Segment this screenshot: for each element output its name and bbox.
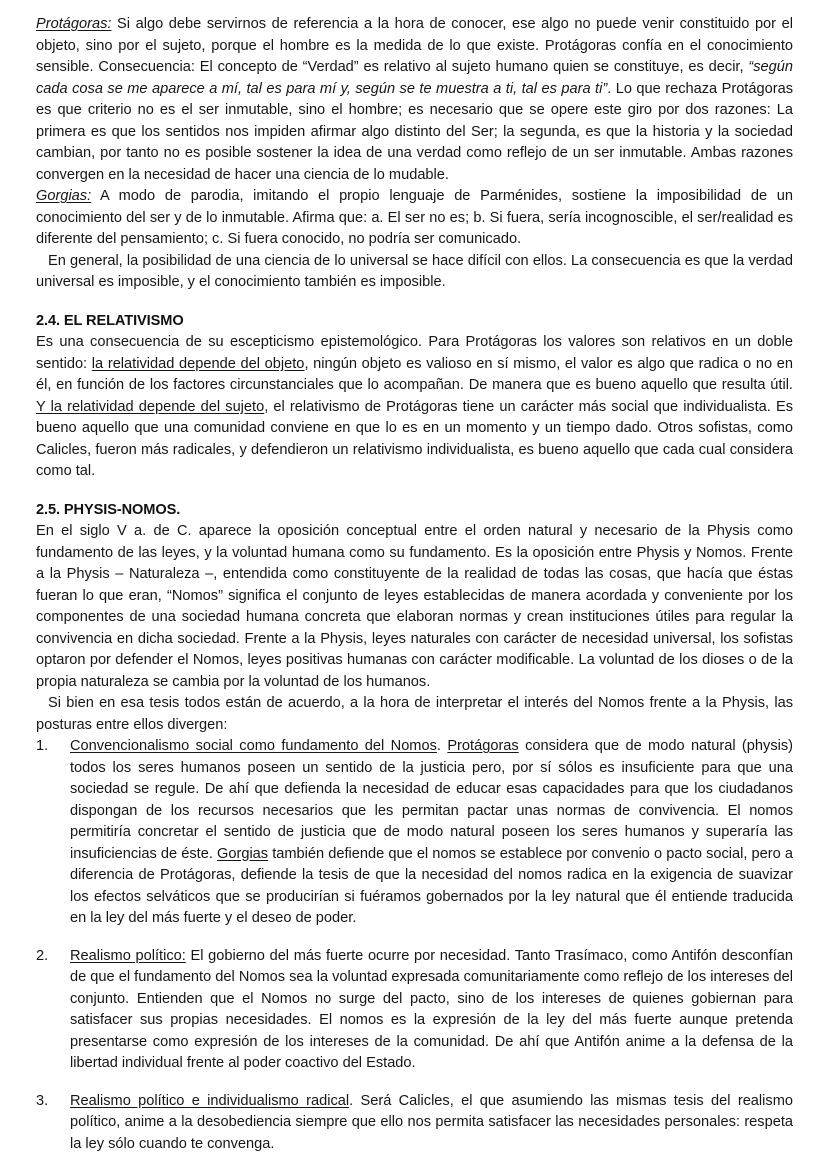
list-item [36,736,793,930]
term-relatividad-objeto: la relatividad depende del objeto [91,355,305,372]
list-item-1-seg2: considera que de modo natural (physis) todos los seres humanos poseen un sentido de la justicia pero, por sí sólos es insuficiente para que una sociedad se regule. De ahí que defienda la necesidad de educar esas capacidades para que los ciudadanos dispongan de los recursos necesarios que les permitan pactar unas normas de convivencia. El nomos permitiría concretar el sentido de justicia que de modo natural poseen los seres humanos y superaría las insuficiencias de éste. [70,738,794,862]
list-item [36,946,793,1075]
term-protagoras-label: Protágoras: [36,16,112,32]
list-item-1-name-gorgias: Gorgias [217,845,269,862]
postures-list [36,736,793,1155]
relativismo-text-3: , el relativismo de Protágoras tiene un carácter más social que individualista. Es bueno aquello que una comunidad conviene en que lo es en un momento y un tiempo dado. Otros sofistas, como Calicles, fueron más radicales, y defendieron un relativismo individualista, es bueno aquello que cada cual considera como tal. [36,398,793,479]
paragraph-relativismo [36,332,793,483]
paragraph-gorgias-text: A modo de parodia, imitando el propio lenguaje de Parménides, sostiene la imposibilidad de un conocimiento del ser y de lo inmutable. Afirma que: a. El ser no es; b. Si fuera, sería incognoscible, el ser/realidad es diferente del pensamiento; c. Si fuera conocido, no podría ser comunicado. [36,188,793,247]
paragraph-gorgias [36,186,793,251]
paragraph-protagoras-text-1: Si algo debe servirnos de referencia a la hora de conocer, ese algo no puede venir constituido por el objeto, sino por el sujeto, porque el hombre es la medida de lo que existe. Protágoras confía en el conocimiento sensible. Consecuencia: El concepto de “Verdad” es relativo al sujeto humano quien se constituye, es decir, [36,16,793,75]
paragraph-general [36,251,793,294]
list-item-1-seg3: también defiende que el nomos se establece por convenio o pacto social, pero a diferencia de Protágoras, defiende la tesis de que la necesidad del nomos radica en la exigencia de suavizar los efectos selváticos que se producirían si fuéramos gobernados por la ley natural que él entiende traducida en la ley del más fuerte y el deseo de poder. [70,845,793,926]
list-intro-text: Si bien en esa tesis todos están de acuerdo, a la hora de interpretar el interés del Nomos frente a la Physis, las posturas entre ellos divergen: [36,695,793,733]
paragraph-physis-nomos [36,521,793,693]
list-item-3-title: Realismo político e individualismo radical [70,1092,350,1109]
heading-2-4: 2.4. EL RELATIVISMO [36,312,184,329]
paragraph-list-intro [36,693,793,736]
relativismo-text-2: , ningún objeto es valioso en sí mismo, el valor es algo que radica o no en él, en función de los factores circunstanciales que lo acompañan. De manera que es bueno aquello que resulta útil. [36,355,794,393]
paragraph-protagoras [36,14,793,186]
list-item-2-title: Realismo político: [70,947,186,964]
list-item-1-name-protagoras: Protágoras [447,738,519,754]
physis-nomos-text: En el siglo V a. de C. aparece la oposición conceptual entre el orden natural y necesario de la Physis como fundamento de las leyes, y la voluntad humana como su fundamento. Es la oposición entre Physis y Nomos. Frente a la Physis – Naturaleza –, entendida como constituyente de la realidad de todas las cosas, que hacía que éstas fueran lo que eran, “Nomos” significa el conjunto de leyes establecidas de manera acordada y conveniente por los componentes de una sociedad humana concreta que elaboran normas y crean instituciones útiles para regular la convivencia en dicha sociedad. Frente a la Physis, leyes naturales con carácter de necesidad universal, los sofistas optaron por defender el Nomos, leyes positivas humanas con carácter modificable. La voluntad de los dioses o de la propia naturaleza se cambia por la voluntad de los humanos. [36,523,793,690]
heading-2-5: 2.5. PHYSIS-NOMOS. [36,501,181,518]
list-item [36,1091,793,1156]
quote-protagoras: “según cada cosa se me aparece a mí, tal es para mí y, según se te muestra a ti, tal es para ti” [36,59,793,97]
list-item-1-title: Convencionalismo social como fundamento del Nomos [70,738,437,754]
paragraph-general-text: En general, la posibilidad de una ciencia de lo universal se hace difícil con ellos. La consecuencia es que la verdad universal es imposible, y el conocimiento también es imposible. [36,252,793,290]
list-item-3-seg1: . Será Calicles, el que asumiendo las mismas tesis del realismo político, anime a la desobediencia siempre que ello nos permita satisfacer las necesidades personales: respeta la ley sólo cuando te convenga. [70,1092,793,1152]
paragraph-protagoras-text-2: . Lo que rechaza Protágoras es que criterio no es el ser inmutable, sino el hombre; es necesario que se opere este giro por dos razones: La primera es que los sentidos nos impiden afirmar algo distinto del Ser; la segunda, es que la historia y la sociedad cambian, por tanto no es posible sostener la idea de una verdad como reflejo de un ser inmutable. Ambas razones convergen en la necesidad de hacer una ciencia de lo mudable. [36,80,793,183]
document-body [36,14,793,1155]
list-item-2-seg1: El gobierno del más fuerte ocurre por necesidad. Tanto Trasímaco, como Antifón desconfían de que el fundamento del Nomos sea la voluntad expresada comunitariamente como reflejo de los intereses del conjunto. Entienden que el Nomos no surge del pacto, sino de los intereses de quienes gobiernan para satisfacer sus propias necesidades. El nomos es la expresión de la ley del más fuerte aunque pretenda presentarse como expresión de los intereses de la comunidad. De ahí que Antifón anime a la defensa de la libertad individual frente al poder coactivo del Estado. [70,947,793,1071]
term-gorgias-label: Gorgias: [36,188,92,204]
relativismo-text-1: Es una consecuencia de su escepticismo epistemológico. Para Protágoras los valores son relativos en un doble sentido: [36,334,793,372]
term-relatividad-sujeto: Y la relatividad depende del sujeto [36,398,265,415]
list-item-1-seg1: . [436,738,448,754]
